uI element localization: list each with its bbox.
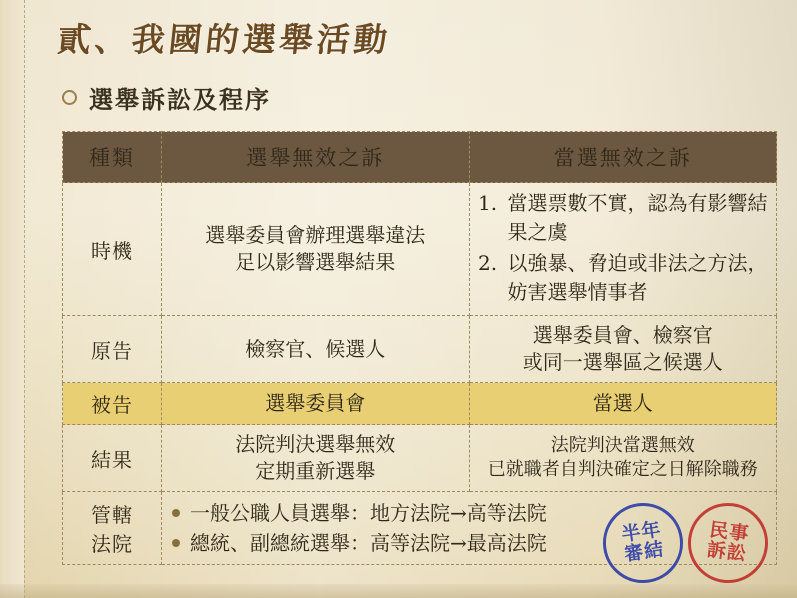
cell-timing-col1 <box>162 183 470 316</box>
header-category: 種類 <box>63 132 162 183</box>
subtitle: 選舉訴訟及程序 <box>89 85 271 114</box>
row-label-result: 結果 <box>63 425 162 492</box>
header-elected-invalid: 當選無效之訴 <box>469 132 777 183</box>
subtitle-row <box>62 80 271 115</box>
row-label-defendant: 被告 <box>63 383 162 425</box>
table-row <box>63 425 777 492</box>
table-row <box>63 316 777 383</box>
header-election-invalid: 選舉無效之訴 <box>162 132 470 183</box>
line: 已就職者自判決確定之日解除職務 <box>487 459 758 480</box>
cell-timing-col2 <box>469 183 777 316</box>
left-dashed-rule <box>24 0 25 598</box>
line: 選舉委員會辦理選舉違法 <box>205 223 426 247</box>
bottom-band <box>0 584 797 598</box>
cell-result-col2 <box>469 425 777 492</box>
stamp-line-2: 審結 <box>622 538 666 566</box>
stamp-line-1: 半年 <box>620 518 663 546</box>
page-title: 貳、我國的選舉活動 <box>55 20 393 59</box>
table-row-highlighted <box>63 383 777 425</box>
line: 管轄 <box>91 503 133 527</box>
election-litigation-table <box>62 131 777 565</box>
stamp-line-1: 民事 <box>708 518 751 546</box>
numbered-list <box>478 189 769 307</box>
list-item: 總統、副總統選舉：高等法院→最高法院 <box>170 528 768 558</box>
list-item: 1. 當選票數不實，認為有影響結果之虞 <box>504 189 769 247</box>
stamp-line-2: 訴訟 <box>705 538 749 566</box>
line: 或同一選舉區之候選人 <box>522 350 723 374</box>
list-item: 一般公職人員選舉：地方法院→高等法院 <box>170 498 768 528</box>
row-label-plaintiff: 原告 <box>63 316 162 383</box>
cell-plaintiff-col1: 檢察官、候選人 <box>162 316 470 383</box>
line: 定期重新選舉 <box>255 459 376 483</box>
line: 選舉委員會、檢察官 <box>532 323 713 347</box>
cell-defendant-col1: 選舉委員會 <box>162 383 470 425</box>
cell-plaintiff-col2 <box>469 316 777 383</box>
bullet-icon <box>62 90 77 105</box>
line: 足以影響選舉結果 <box>235 250 396 274</box>
table-header-row <box>63 132 777 183</box>
line: 法院 <box>91 532 133 556</box>
left-margin-band <box>0 0 24 598</box>
row-label-jurisdiction <box>63 492 162 565</box>
cell-jurisdiction <box>162 492 777 565</box>
row-label-timing: 時機 <box>63 183 162 316</box>
table-row <box>63 183 777 316</box>
line: 法院判決選舉無效 <box>235 432 396 456</box>
list-item: 2. 以強暴、脅迫或非法之方法，妨害選舉情事者 <box>504 249 769 307</box>
cell-result-col1 <box>162 425 470 492</box>
line: 法院判決當選無效 <box>550 434 695 456</box>
cell-defendant-col2: 當選人 <box>469 383 777 425</box>
